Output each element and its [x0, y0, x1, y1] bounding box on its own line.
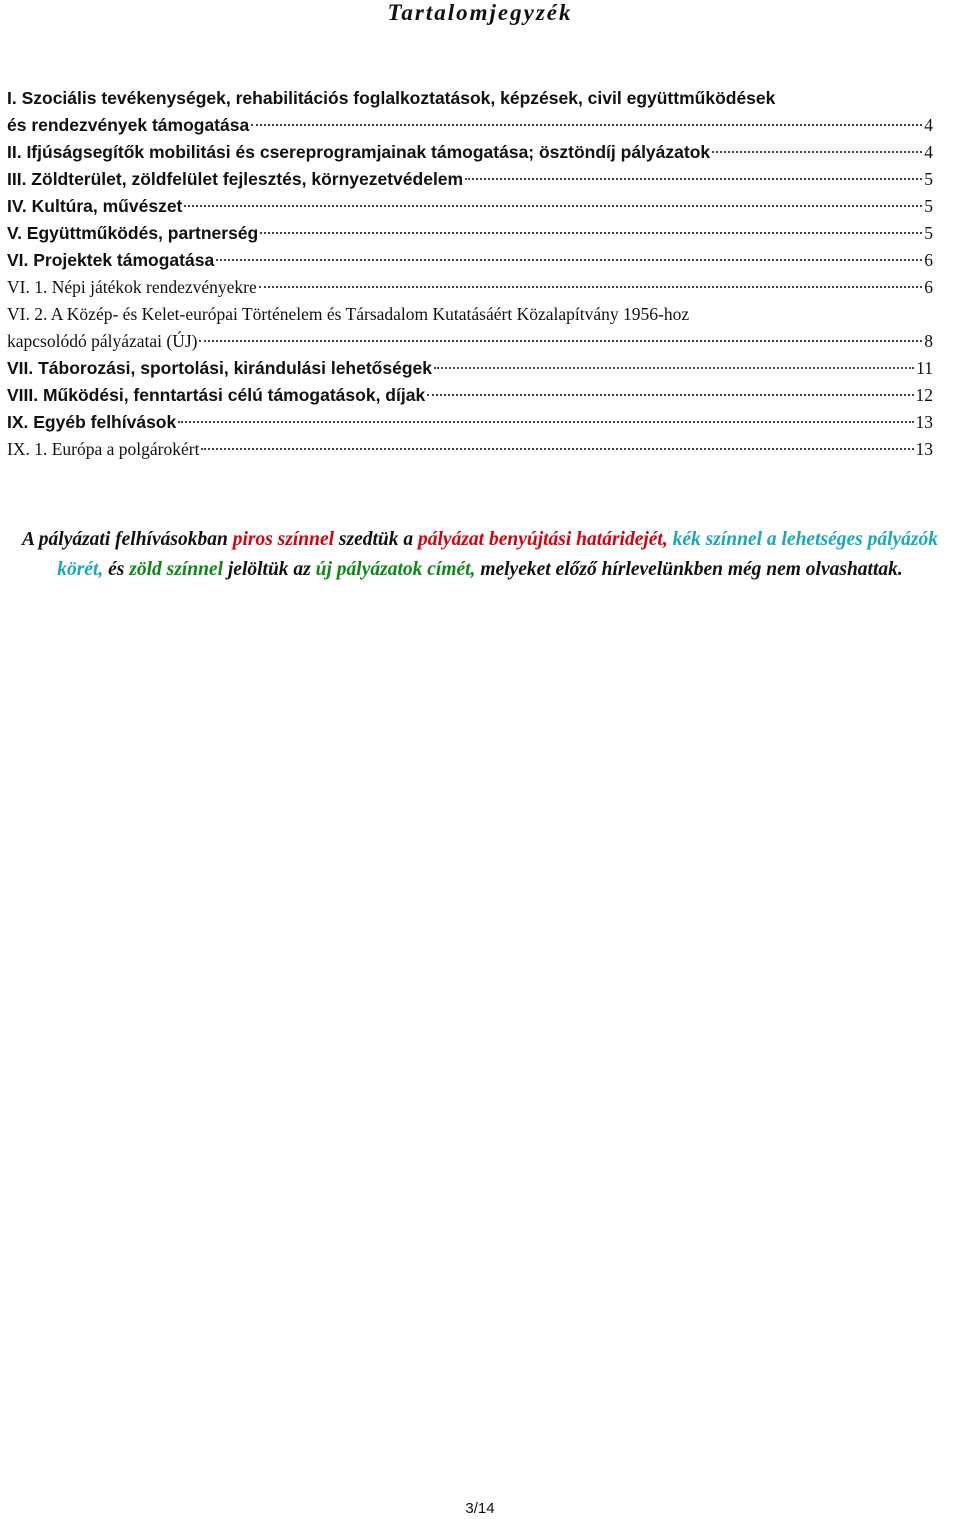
note-text: jelöltük az	[223, 558, 316, 580]
toc-page-number: 6	[924, 277, 933, 297]
toc-page-number: 6	[924, 250, 933, 270]
toc-page-number: 5	[924, 223, 933, 243]
toc-entry-label: IX. 1. Európa a polgárokért	[7, 439, 200, 459]
note-red-text: piros színnel	[232, 528, 335, 550]
note-text: és	[103, 558, 130, 580]
toc-page-number: 4	[924, 115, 933, 135]
toc-page-number: 11	[916, 358, 933, 378]
toc-entry[interactable]	[7, 382, 933, 409]
note-green-text: új pályázatok címét,	[315, 558, 476, 580]
toc-entry-label: II. Ifjúságsegítők mobilitási és csereprogramjainak támogatása; ösztöndíj pályázatok	[7, 142, 711, 162]
dot-leader	[465, 177, 922, 180]
dot-leader	[251, 123, 922, 126]
table-of-contents	[7, 85, 933, 463]
toc-entry-label-cont: és rendezvények támogatása	[7, 115, 250, 135]
color-legend-note	[0, 525, 960, 585]
toc-page-number: 12	[915, 385, 933, 405]
dot-leader	[184, 204, 922, 207]
dot-leader	[260, 231, 922, 234]
page-number-footer: 3/14	[465, 1500, 495, 1517]
toc-entry[interactable]	[7, 274, 933, 301]
toc-entry-label: VI. 1. Népi játékok rendezvényekre	[7, 277, 257, 297]
toc-entry-label: VII. Táborozási, sportolási, kirándulási lehetőségek	[7, 358, 432, 378]
page-title: Tartalomjegyzék	[387, 0, 573, 25]
toc-page-number: 8	[924, 331, 933, 351]
toc-page-number: 4	[924, 142, 933, 162]
dot-leader	[259, 285, 922, 288]
toc-entry-label: VI. 2. A Közép- és Kelet-európai Történelem és Társadalom Kutatásáért Közalapítvány 1956-hoz	[7, 304, 690, 324]
toc-entry[interactable]	[7, 139, 933, 166]
note-text: A pályázati felhívásokban	[21, 528, 233, 550]
toc-entry-label: VIII. Működési, fenntartási célú támogatások, díjak	[7, 385, 426, 405]
dot-leader	[427, 393, 913, 396]
toc-entry[interactable]	[7, 166, 933, 193]
note-text: melyeket előző hírlevelünkben még nem olvashattak.	[475, 558, 903, 580]
toc-page-number: 13	[915, 439, 933, 459]
toc-entry-label: IV. Kultúra, művészet	[7, 196, 183, 216]
note-text: szedtük a	[334, 528, 419, 550]
toc-entry[interactable]	[7, 193, 933, 220]
dot-leader	[178, 420, 913, 423]
toc-entry-label-cont: kapcsolódó pályázatai (ÚJ)	[7, 331, 198, 351]
toc-entry[interactable]	[7, 85, 933, 139]
toc-entry-label: I. Szociális tevékenységek, rehabilitációs foglalkoztatások, képzések, civil együttműködések	[7, 88, 776, 108]
toc-entry[interactable]	[7, 220, 933, 247]
dot-leader	[434, 366, 914, 369]
note-red-text: pályázat benyújtási határidejét,	[418, 528, 668, 550]
toc-entry-label: V. Együttműködés, partnerség	[7, 223, 259, 243]
note-green-text: zöld színnel	[129, 558, 224, 580]
toc-entry[interactable]	[7, 301, 933, 355]
toc-entry[interactable]	[7, 247, 933, 274]
dot-leader	[712, 150, 922, 153]
toc-entry[interactable]	[7, 436, 933, 463]
toc-page-number: 5	[924, 169, 933, 189]
toc-entry-label: VI. Projektek támogatása	[7, 250, 215, 270]
dot-leader	[199, 339, 922, 342]
dot-leader	[216, 258, 922, 261]
toc-entry-label: IX. Egyéb felhívások	[7, 412, 177, 432]
note-blue-text: kék színnel a lehetséges pályázók körét,	[57, 528, 939, 580]
toc-page-number: 5	[924, 196, 933, 216]
toc-entry[interactable]	[7, 409, 933, 436]
dot-leader	[201, 447, 913, 450]
toc-page-number: 13	[915, 412, 933, 432]
toc-entry-label: III. Zöldterület, zöldfelület fejlesztés, környezetvédelem	[7, 169, 464, 189]
toc-entry[interactable]	[7, 355, 933, 382]
